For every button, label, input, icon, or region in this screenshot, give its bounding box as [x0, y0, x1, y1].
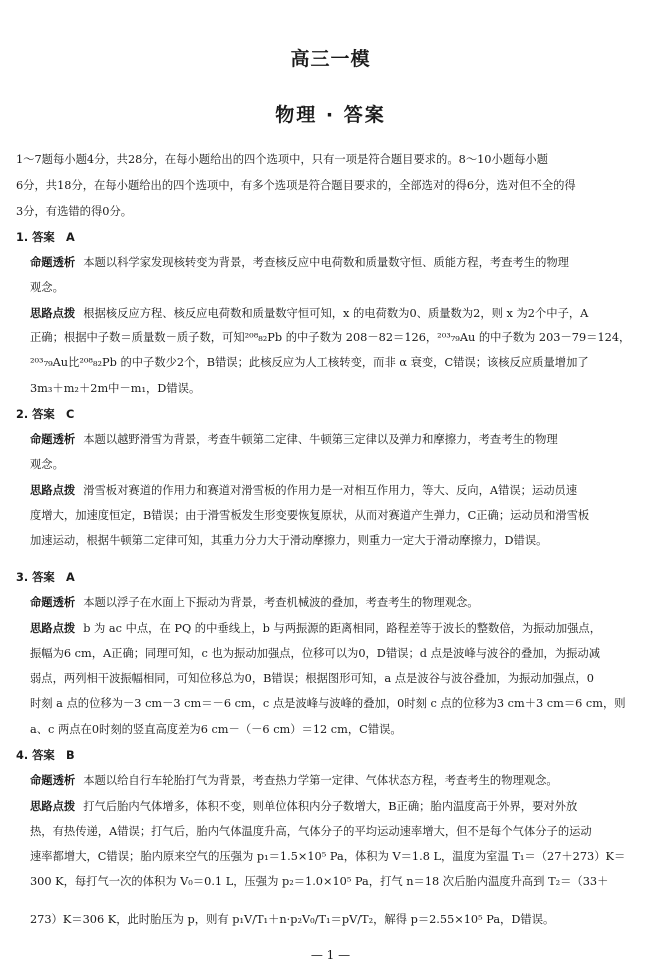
page-number: — 1 —: [310, 948, 351, 962]
intent-label: 命题透析: [30, 774, 76, 787]
document-subtitle: 物理 · 答案: [275, 104, 386, 126]
tips-line: 热，有热传递，A错误；打气后，胎内气体温度升高，气体分子的平均运动速率增大，但不是每个气体分子的运动: [30, 825, 592, 838]
question-2-intent: 命题透析 本题以越野滑雪为背景，考查牛顿第二定律、牛顿第三定律以及弹力和摩擦力，考查考生的物理: [30, 433, 558, 446]
tips-line: 273）K＝306 K，此时胎压为 p，则有 p₁V/T₁＋n·p₂V₀/T₁＝pV/T₂，解得 p＝2.55×10⁵ Pa，D错误。: [30, 913, 555, 926]
intro-line: 1～7题每小题4分，共28分，在每小题给出的四个选项中，只有一项是符合题目要求的。8～10小题每小题: [16, 153, 548, 166]
question-4-intent: 命题透析 本题以给自行车轮胎打气为背景，考查热力学第一定律、气体状态方程，考查考生的物理观念。: [30, 774, 558, 787]
intent-line: 观念。: [30, 281, 64, 294]
question-3-intent: 命题透析 本题以浮子在水面上下振动为背景，考查机械波的叠加，考查考生的物理观念。: [30, 596, 479, 609]
exam-title: 高三一模: [290, 48, 371, 70]
question-3-answer: 3. 答案 A: [16, 571, 75, 584]
question-1-tips: 思路点拨 根据核反应方程、核反应电荷数和质量数守恒可知，x 的电荷数为0、质量数为2，则 x 为2个中子，A: [30, 307, 589, 320]
intent-label: 命题透析: [30, 433, 76, 446]
intent-line: 观念。: [30, 458, 64, 471]
question-1-answer: 1. 答案 A: [16, 231, 75, 244]
tips-line: 度增大，加速度恒定，B错误；由于滑雪板发生形变要恢复原状，从而对赛道产生弹力，C正确；运动员和滑雪板: [30, 509, 590, 522]
question-4-answer: 4. 答案 B: [16, 749, 75, 762]
tips-line: 速率都增大，C错误；胎内原来空气的压强为 p₁＝1.5×10⁵ Pa，体积为 V＝1.8 L，温度为室温 T₁＝（27＋273）K＝: [30, 850, 626, 863]
intro-line: 3分，有选错的得0分。: [16, 205, 133, 218]
question-4-tips: 思路点拨 打气后胎内气体增多，体积不变，则单位体积内分子数增大，B正确；胎内温度高于外界，要对外放: [30, 800, 578, 813]
tips-line: 300 K，每打气一次的体积为 V₀＝0.1 L，压强为 p₂＝1.0×10⁵ Pa，打气 n＝18 次后胎内温度升高到 T₂＝（33＋: [30, 875, 609, 888]
question-3-tips: 思路点拨 b 为 ac 中点，在 PQ 的中垂线上，b 与两振源的距离相同，路程差等于波长的整数倍，为振动加强点，: [30, 622, 602, 635]
intent-label: 命题透析: [30, 256, 76, 269]
question-2-tips: 思路点拨 滑雪板对赛道的作用力和赛道对滑雪板的作用力是一对相互作用力，等大、反向，A错误；运动员速: [30, 484, 578, 497]
tips-line: 弱点，两列相干波振幅相同，可知位移总为0，B错误；根据图形可知，a 点是波谷与波谷叠加，为振动加强点，0: [30, 672, 594, 685]
question-1-intent: 命题透析 本题以科学家发现核转变为背景，考查核反应中电荷数和质量数守恒、质能方程，考查考生的物理: [30, 256, 569, 269]
tips-line: 3m₃＋m₂＋2m中－m₁，D错误。: [30, 382, 201, 395]
tips-label: 思路点拨: [30, 622, 76, 635]
tips-line: 正确；根据中子数＝质量数－质子数，可知²⁰⁸₈₂Pb 的中子数为 208－82＝126，²⁰³₇₉Au 的中子数为 203－79＝124，: [30, 331, 631, 344]
intro-line: 6分，共18分，在每小题给出的四个选项中，有多个选项是符合题目要求的，全部选对的得6分，选对但不全的得: [16, 179, 576, 192]
tips-line: a、c 两点在0时刻的竖直高度差为6 cm－（－6 cm）＝12 cm，C错误。: [30, 723, 402, 736]
tips-line: 加速运动，根据牛顿第二定律可知，其重力分力大于滑动摩擦力，则重力一定大于滑动摩擦力，D错误。: [30, 534, 548, 547]
question-2-answer: 2. 答案 C: [16, 408, 75, 421]
tips-label: 思路点拨: [30, 307, 76, 320]
intent-label: 命题透析: [30, 596, 76, 609]
tips-line: 振幅为6 cm，A正确；同理可知，c 也为振动加强点，位移可以为0，D错误；d 点是波峰与波谷的叠加，为振动减: [30, 647, 601, 660]
tips-line: 时刻 a 点的位移为－3 cm－3 cm＝－6 cm，c 点是波峰与波峰的叠加，0时刻 c 点的位移为3 cm＋3 cm＝6 cm，则: [30, 697, 626, 710]
tips-line: ²⁰³₇₉Au比²⁰⁸₈₂Pb 的中子数少2个，B错误；此核反应为人工核转变，而非 α 衰变，C错误；该核反应质量增加了: [30, 356, 589, 369]
tips-label: 思路点拨: [30, 484, 76, 497]
tips-label: 思路点拨: [30, 800, 76, 813]
